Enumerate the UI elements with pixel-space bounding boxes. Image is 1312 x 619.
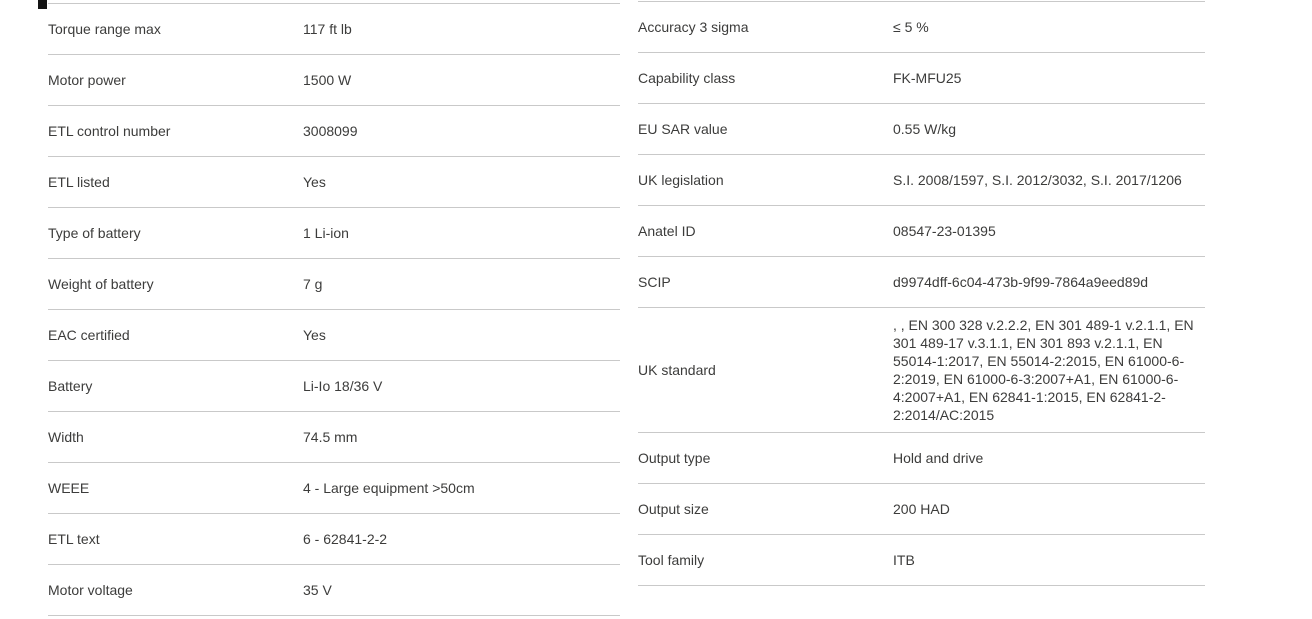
spec-label: SCIP bbox=[638, 274, 671, 290]
spec-value: 35 V bbox=[303, 582, 332, 598]
spec-label: Weight of battery bbox=[48, 276, 154, 292]
spec-label: Motor power bbox=[48, 72, 126, 88]
spec-label: EU SAR value bbox=[638, 121, 728, 137]
spec-value: FK-MFU25 bbox=[893, 70, 962, 86]
spec-row bbox=[48, 4, 620, 55]
spec-label: WEEE bbox=[48, 480, 90, 496]
spec-value: ≤ 5 % bbox=[893, 19, 929, 35]
spec-value: ITB bbox=[893, 552, 915, 568]
spec-label: ETL listed bbox=[48, 174, 110, 190]
spec-value: Yes bbox=[303, 174, 326, 190]
spec-row bbox=[638, 308, 1205, 433]
spec-value: , , EN 300 328 v.2.2.2, EN 301 489-1 v.2.1.1, EN 301 489-17 v.3.1.1, EN 301 893 v.2.1.1, EN 55014-1:2017, EN 55014-2:2015, EN 61000-6-2:2019, EN 61000-6-3:2007+A1, EN 61000-6-4:2007+A1, EN 62841-1:2015, EN 62841-2-2:2014/AC:2015 bbox=[893, 317, 1194, 423]
spec-row bbox=[48, 157, 620, 208]
spec-value: 117 ft lb bbox=[303, 21, 352, 37]
spec-row bbox=[638, 53, 1205, 104]
spec-value: 0.55 W/kg bbox=[893, 121, 957, 137]
spec-label: Battery bbox=[48, 378, 93, 394]
spec-value: 74.5 mm bbox=[303, 429, 358, 445]
spec-label: UK standard bbox=[638, 362, 716, 378]
spec-value: 7 g bbox=[303, 276, 323, 292]
spec-label: Accuracy 3 sigma bbox=[638, 19, 749, 35]
spec-value: 4 - Large equipment >50cm bbox=[303, 480, 475, 496]
spec-row bbox=[638, 104, 1205, 155]
spec-row bbox=[48, 463, 620, 514]
spec-value: Yes bbox=[303, 327, 326, 343]
spec-label: Width bbox=[48, 429, 84, 445]
spec-value: 200 HAD bbox=[893, 501, 950, 517]
spec-row bbox=[638, 484, 1205, 535]
spec-value: Hold and drive bbox=[893, 450, 984, 466]
spec-label: UK legislation bbox=[638, 172, 724, 188]
spec-row bbox=[638, 2, 1205, 53]
spec-label: Type of battery bbox=[48, 225, 141, 241]
clipped-element-artifact bbox=[38, 0, 47, 9]
spec-row bbox=[48, 565, 620, 616]
spec-row bbox=[638, 257, 1205, 308]
spec-row bbox=[48, 55, 620, 106]
spec-value: S.I. 2008/1597, S.I. 2012/3032, S.I. 2017/1206 bbox=[893, 172, 1182, 188]
spec-value: 1 Li-ion bbox=[303, 225, 349, 241]
spec-label: Output type bbox=[638, 450, 711, 466]
spec-row bbox=[48, 310, 620, 361]
spec-row bbox=[638, 433, 1205, 484]
spec-label: Tool family bbox=[638, 552, 705, 568]
spec-value: 6 - 62841-2-2 bbox=[303, 531, 388, 547]
spec-row bbox=[48, 259, 620, 310]
spec-row bbox=[48, 514, 620, 565]
spec-label: Output size bbox=[638, 501, 709, 517]
spec-value: 08547-23-01395 bbox=[893, 223, 996, 239]
spec-label: EAC certified bbox=[48, 327, 130, 343]
spec-value: 1500 W bbox=[303, 72, 352, 88]
spec-label: Anatel ID bbox=[638, 223, 696, 239]
spec-row bbox=[638, 535, 1205, 586]
spec-label: Motor voltage bbox=[48, 582, 133, 598]
spec-label: ETL text bbox=[48, 531, 100, 547]
spec-row bbox=[638, 155, 1205, 206]
spec-label: Capability class bbox=[638, 70, 736, 86]
spec-row bbox=[48, 412, 620, 463]
spec-label: ETL control number bbox=[48, 123, 171, 139]
spec-label: Torque range max bbox=[48, 21, 161, 37]
spec-row bbox=[48, 106, 620, 157]
spec-row bbox=[638, 206, 1205, 257]
spec-value: 3008099 bbox=[303, 123, 358, 139]
spec-row bbox=[48, 208, 620, 259]
spec-row bbox=[48, 361, 620, 412]
spec-table-left bbox=[48, 3, 620, 616]
spec-value: Li-Io 18/36 V bbox=[303, 378, 383, 394]
spec-table-right bbox=[638, 1, 1205, 586]
spec-value: d9974dff-6c04-473b-9f99-7864a9eed89d bbox=[893, 274, 1149, 290]
